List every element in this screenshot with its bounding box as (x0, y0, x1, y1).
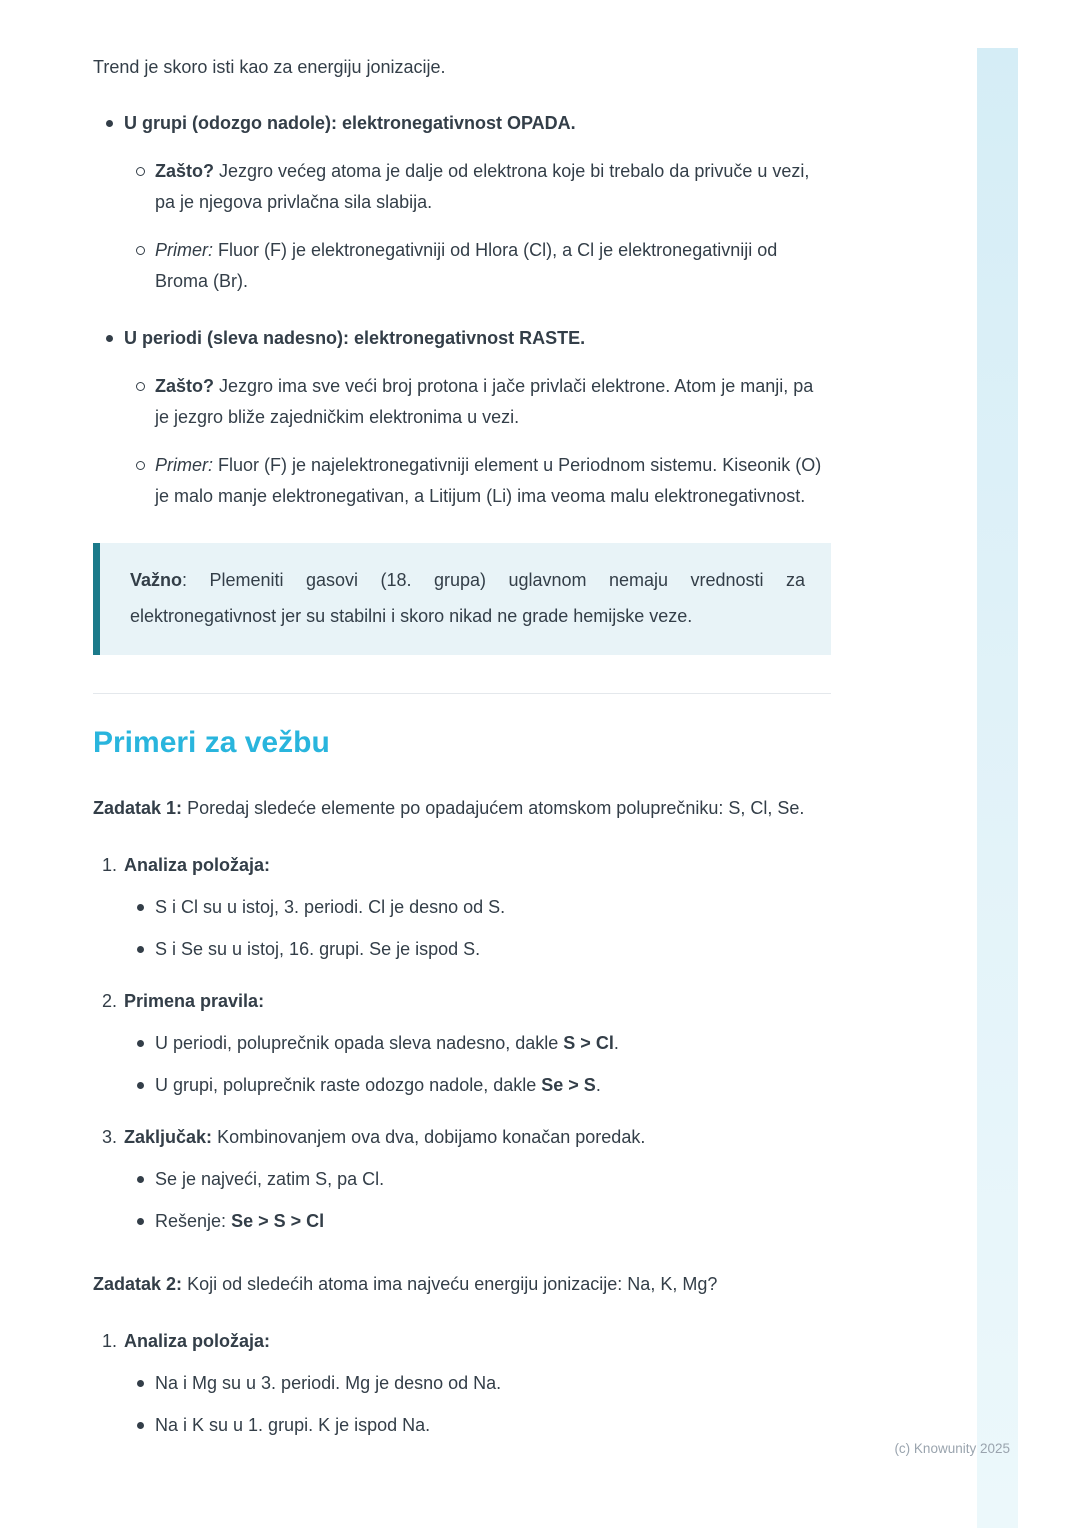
step-items (124, 1164, 831, 1237)
why-text: Jezgro ima sve veći broj protona i jače privlači elektrone. Atom je manji, pa je jezgro bliže zajedničkim elektronima u vezi. (155, 375, 814, 427)
trend-group-sublist (124, 156, 831, 297)
step-number: 1. (102, 1330, 118, 1351)
footer-copyright: (c) Knowunity 2025 (894, 1441, 1010, 1456)
item-text-plain: U grupi, poluprečnik raste odozgo nadole, dakle (155, 1074, 537, 1095)
right-accent-strip (977, 48, 1018, 1528)
item-text (155, 1070, 831, 1101)
list-item (124, 892, 831, 923)
section-divider (93, 693, 831, 694)
bullet-disc-icon (137, 1176, 144, 1183)
bullet-circle-icon (136, 382, 145, 391)
why-item-text (155, 371, 831, 433)
bullet-disc-icon (137, 946, 144, 953)
step-title: Analiza položaja: (124, 1330, 271, 1351)
list-item (124, 1206, 831, 1237)
task1-text: Poredaj sledeće elemente po opadajućem atomskom poluprečniku: S, Cl, Se. (187, 798, 805, 819)
example-item (124, 235, 831, 297)
example-label: Primer: (155, 454, 213, 475)
list-item (124, 934, 831, 965)
item-text-plain: U periodi, poluprečnik opada sleva nadesno, dakle (155, 1032, 559, 1053)
callout-label: Važno (130, 570, 183, 591)
example-text: Fluor (F) je elektronegativniji od Hlora (Cl), a Cl je elektronegativniji od Broma (Br). (155, 239, 778, 291)
step-number: 2. (102, 990, 118, 1011)
item-text-suffix: . (595, 1074, 601, 1095)
trend-period-sublist (124, 371, 831, 512)
trend-item-group-body (124, 108, 831, 297)
trend-list (93, 108, 831, 512)
item-text-suffix: . (613, 1032, 619, 1053)
step-title-line (124, 1122, 831, 1153)
task2-paragraph (93, 1269, 831, 1300)
item-text-plain: Rešenje: (155, 1210, 227, 1231)
list-item (124, 1070, 831, 1101)
task1-step-1 (93, 850, 831, 965)
step-number: 3. (102, 1126, 118, 1147)
bullet-disc-icon (137, 1082, 144, 1089)
item-text: Se je najveći, zatim S, pa Cl. (155, 1168, 385, 1189)
bullet-disc-icon (137, 1040, 144, 1047)
task1-paragraph (93, 793, 831, 824)
bullet-disc-icon (137, 1422, 144, 1429)
why-item-text (155, 156, 831, 218)
intro-paragraph: Trend je skoro isti kao za energiju jonizacije. (93, 57, 446, 77)
item-text-bold: S > Cl (563, 1032, 614, 1053)
why-label: Zašto? (155, 375, 215, 396)
trend-group-heading: U grupi (odozgo nadole): elektronegativnost OPADA. (124, 112, 576, 133)
step-title-text: Kombinovanjem ova dva, dobijamo konačan poredak. (217, 1126, 646, 1147)
content (93, 52, 831, 1462)
example-item-text (155, 235, 831, 297)
list-item (124, 1410, 831, 1441)
why-item (124, 371, 831, 433)
step-items (124, 892, 831, 965)
trend-period-heading: U periodi (sleva nadesno): elektronegativnost RASTE. (124, 327, 586, 348)
task2-label: Zadatak 2: (93, 1273, 183, 1294)
example-item-text (155, 450, 831, 512)
callout-text: : Plemeniti gasovi (18. grupa) uglavnom nemaju vrednosti za elektronegativnost jer su stabilni i skoro nikad ne grade hemijske veze. (130, 570, 805, 626)
trend-item-period (93, 323, 831, 512)
trend-item-group (93, 108, 831, 297)
step-items (124, 1368, 831, 1441)
step-body (124, 1326, 831, 1441)
task1-steps (93, 850, 831, 1237)
section-title: Primeri za vežbu (93, 725, 330, 759)
task1-label: Zadatak 1: (93, 798, 183, 819)
task1-step-3 (93, 1122, 831, 1237)
step-title: Primena pravila: (124, 990, 265, 1011)
item-text: S i Se su u istoj, 16. grupi. Se je ispod S. (155, 939, 481, 960)
callout-paragraph (130, 563, 805, 633)
task2-steps (93, 1326, 831, 1441)
bullet-circle-icon (136, 167, 145, 176)
item-text (155, 1206, 831, 1237)
list-item (124, 1368, 831, 1399)
bullet-disc-icon (106, 335, 113, 342)
why-text: Jezgro većeg atoma je dalje od elektrona koje bi trebalo da privuče u vezi, pa je njegova privlačna sila slabija. (155, 160, 810, 212)
task1-step-2 (93, 986, 831, 1101)
item-text: S i Cl su u istoj, 3. periodi. Cl je desno od S. (155, 897, 506, 918)
why-label: Zašto? (155, 160, 215, 181)
step-title: Zaključak: (124, 1126, 213, 1147)
step-body (124, 850, 831, 965)
step-title: Analiza položaja: (124, 855, 271, 876)
example-label: Primer: (155, 239, 213, 260)
trend-item-period-body (124, 323, 831, 512)
task2-text: Koji od sledećih atoma ima najveću energiju jonizacije: Na, K, Mg? (187, 1273, 718, 1294)
step-body (124, 1122, 831, 1237)
step-items (124, 1028, 831, 1101)
why-item (124, 156, 831, 218)
list-item (124, 1028, 831, 1059)
important-callout (93, 543, 831, 654)
item-text-bold: Se > S > Cl (231, 1210, 325, 1231)
bullet-disc-icon (137, 1218, 144, 1225)
task2-step-1 (93, 1326, 831, 1441)
bullet-disc-icon (106, 120, 113, 127)
item-text (155, 1028, 831, 1059)
item-text: Na i K su u 1. grupi. K je ispod Na. (155, 1414, 431, 1435)
bullet-disc-icon (137, 904, 144, 911)
step-number: 1. (102, 855, 118, 876)
example-text: Fluor (F) je najelektronegativniji element u Periodnom sistemu. Kiseonik (O) je malo manje elektronegativan, a Litijum (Li) ima veoma malu elektronegativnost. (155, 454, 822, 506)
bullet-circle-icon (136, 461, 145, 470)
step-body (124, 986, 831, 1101)
bullet-circle-icon (136, 246, 145, 255)
item-text-bold: Se > S (541, 1074, 596, 1095)
item-text: Na i Mg su u 3. periodi. Mg je desno od Na. (155, 1372, 502, 1393)
list-item (124, 1164, 831, 1195)
bullet-disc-icon (137, 1380, 144, 1387)
example-item (124, 450, 831, 512)
